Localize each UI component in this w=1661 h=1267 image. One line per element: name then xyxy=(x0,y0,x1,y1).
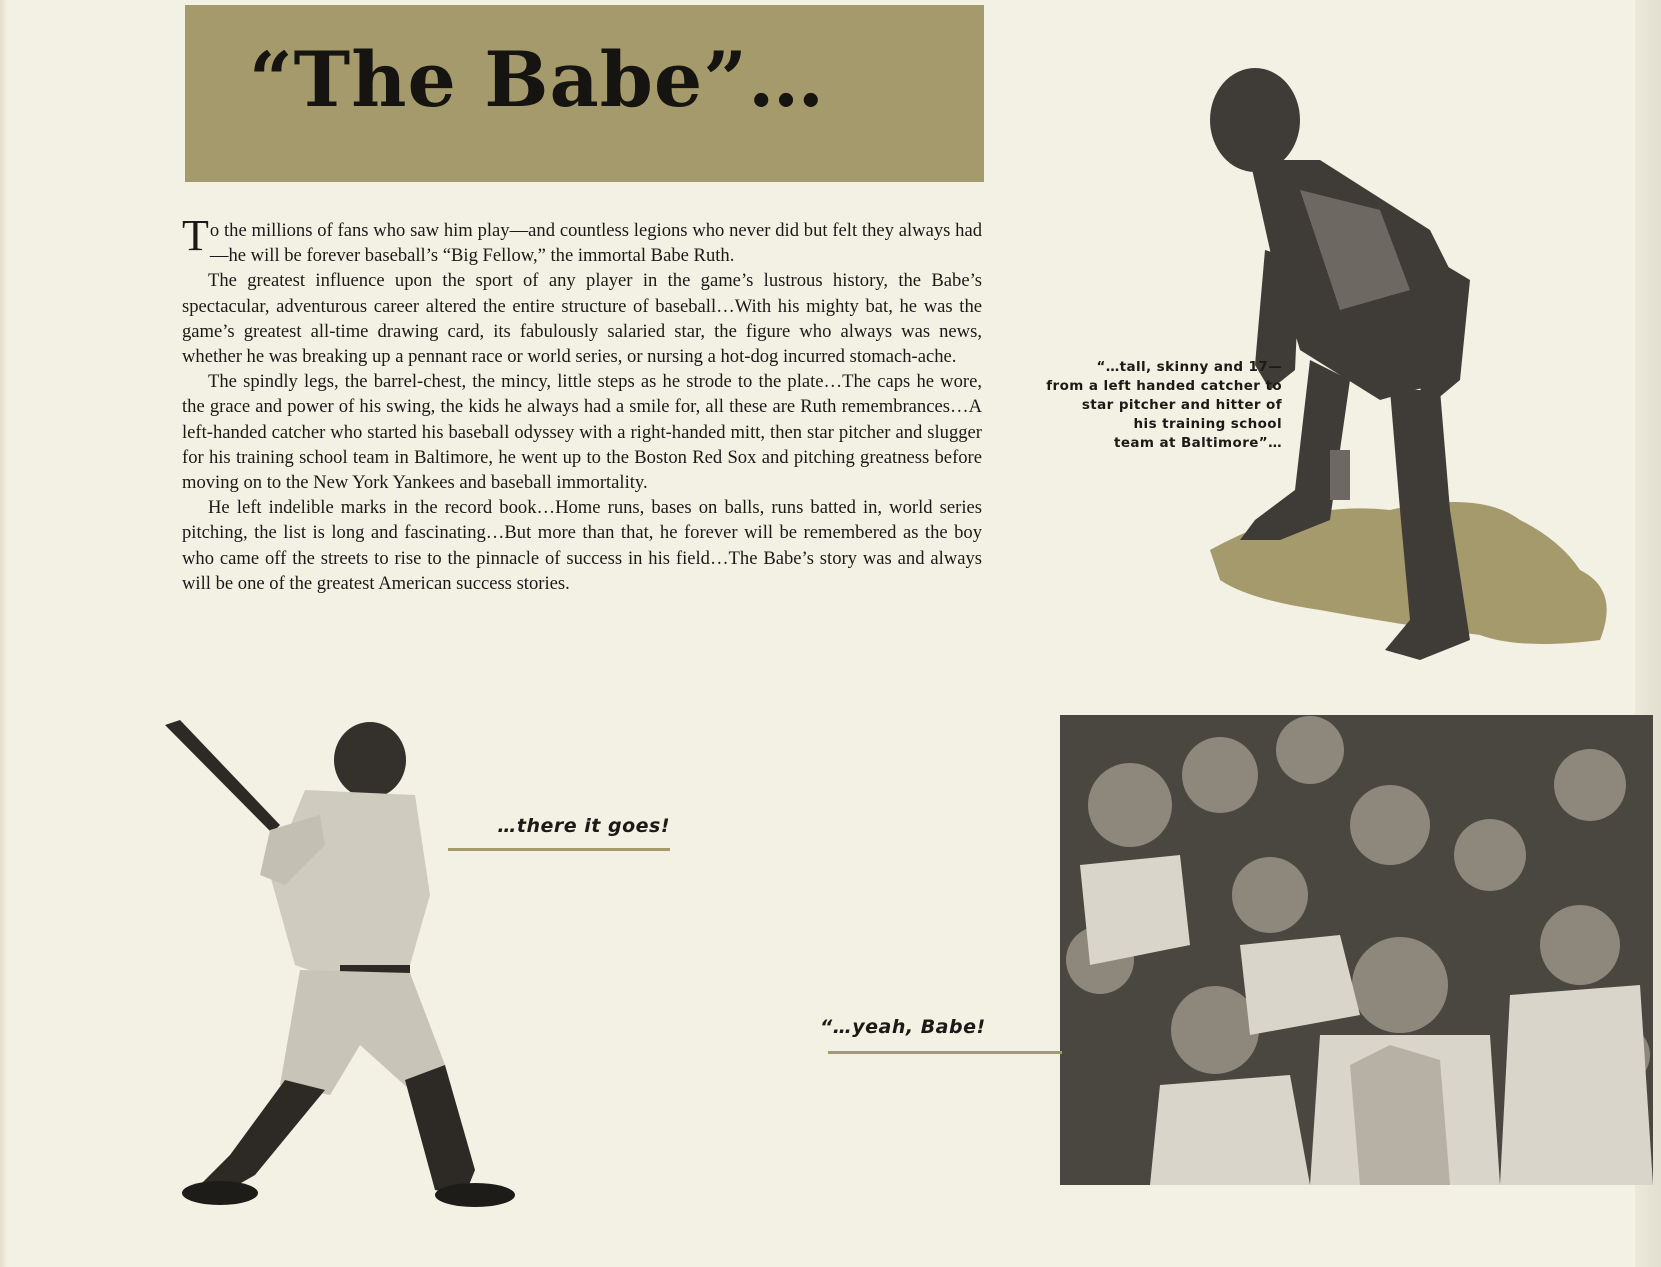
yeah-babe-caption: “…yeah, Babe! xyxy=(820,1016,986,1038)
paragraph-4: He left indelible marks in the record book…Home runs, bases on balls, runs batted in, world series pitching, the list is long and fascinating…But more than that, he forever will be remembered as the boy who came off the streets to rise to the pinnacle of success in his field…The Babe’s story was and always will be one of the greatest American success stories. xyxy=(182,497,982,594)
drop-cap: T xyxy=(182,211,209,260)
paragraph-2: The greatest influence upon the sport of any player in the game’s lustrous history, the Babe’s spectacular, adventurous career altered the entire structure of baseball…With his mighty bat, he was the game’s greatest all-time drawing card, its fabulously salaried star, the figure who always was news, whether he was breaking up a pennant race or world series, or nursing a hot-dog incurred stomach-ache. xyxy=(182,270,982,368)
catcher-caption xyxy=(1032,358,1282,453)
page-fold xyxy=(0,0,8,1267)
babe-with-kids-photo xyxy=(1060,715,1653,1185)
yeah-babe-rule xyxy=(828,1051,1062,1054)
catcher-caption-line: his training school xyxy=(1133,416,1282,432)
catcher-caption-line: team at Baltimore”… xyxy=(1114,435,1282,451)
there-it-goes-rule xyxy=(448,848,670,851)
babe-batting-photo xyxy=(160,715,560,1235)
bat xyxy=(165,720,280,833)
catcher-caption-line: star pitcher and hitter of xyxy=(1081,397,1282,413)
catcher-caption-line: from a left handed catcher to xyxy=(1046,378,1282,394)
page-title: “The Babe”… xyxy=(248,35,825,124)
kids-crowd-illustration xyxy=(1060,715,1653,1185)
paragraph-1-text: o the millions of fans who saw him play—and countless legions who never did but felt they always had—he will be forever baseball’s “Big Fellow,” the immortal Babe Ruth. xyxy=(209,220,982,267)
paragraph-3: The spindly legs, the barrel-chest, the mincy, little steps as he strode to the plate…The caps he wore, the grace and power of his swing, the kids he always had a smile for, all these are Ruth remembrances…A left-handed catcher who started his baseball odyssey with a right-handed mitt, then star pitcher and slugger for his training school team in Baltimore, he went up to the Boston Red Sox and pitching greatness before moving on to the New York Yankees and baseball immortality. xyxy=(182,371,982,494)
paragraph-1 xyxy=(182,211,982,268)
title-banner xyxy=(185,5,984,182)
body-copy xyxy=(182,211,982,596)
there-it-goes-caption: …there it goes! xyxy=(497,815,670,837)
catcher-caption-line: “…tall, skinny and 17— xyxy=(1096,359,1282,375)
